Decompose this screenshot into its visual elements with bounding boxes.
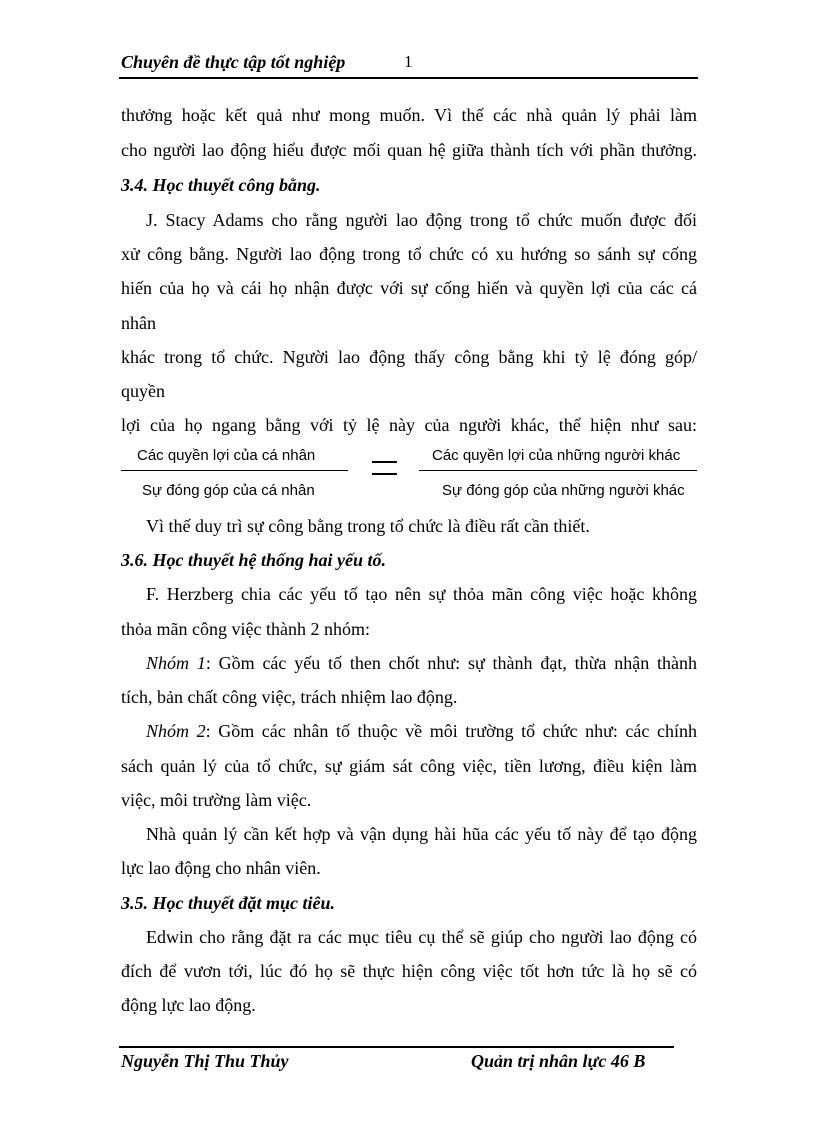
footer-author: Nguyễn Thị Thu Thủy xyxy=(121,1051,289,1071)
group-2-text: : Gồm các nhân tố thuộc về môi trường tổ chức như: các chính xyxy=(205,721,697,741)
header-title: Chuyên đề thực tập tốt nghiệp xyxy=(121,52,346,72)
paragraph-line: lợi của họ ngang bằng với tỷ lệ này của người khác, thể hiện như sau: xyxy=(121,415,697,435)
paragraph-line: hiến của họ và cái họ nhận được với sự cống hiến và quyền lợi của các cá xyxy=(121,278,697,298)
paragraph-line: lực lao động cho nhân viên. xyxy=(121,858,321,878)
formula-right-denominator: Sự đóng góp của những người khác xyxy=(442,482,685,499)
paragraph-line: động lực lao động. xyxy=(121,995,256,1015)
paragraph-line: thỏa mãn công việc thành 2 nhóm: xyxy=(121,619,370,639)
page-number: 1 xyxy=(404,52,413,71)
paragraph-line: nhân xyxy=(121,313,156,333)
equals-sign-bottom xyxy=(372,473,397,475)
paragraph-line: xử công bằng. Người lao động trong tổ chức có xu hướng so sánh sự cống xyxy=(121,244,697,264)
paragraph-line: J. Stacy Adams cho rằng người lao động trong tổ chức muốn được đối xyxy=(146,210,697,230)
paragraph-line: Vì thế duy trì sự công bằng trong tổ chức là điều rất cần thiết. xyxy=(146,516,590,536)
group-1-text: : Gồm các yếu tố then chốt như: sự thành đạt, thừa nhận thành xyxy=(205,653,697,673)
paragraph-line: tích, bản chất công việc, trách nhiệm lao động. xyxy=(121,687,458,707)
paragraph-line: F. Herzberg chia các yếu tố tạo nên sự thỏa mãn công việc hoặc không xyxy=(146,584,697,604)
formula-right-fraction-bar xyxy=(419,470,697,471)
paragraph-line: Nhà quản lý cần kết hợp và vận dụng hài hũa các yếu tố này để tạo động xyxy=(146,824,697,844)
paragraph-line: khác trong tổ chức. Người lao động thấy công bằng khi tỷ lệ đóng góp/ xyxy=(121,347,697,367)
paragraph-line: quyền xyxy=(121,381,165,401)
footer-rule xyxy=(119,1046,674,1048)
header-rule xyxy=(119,77,698,79)
equals-sign-top xyxy=(372,461,397,463)
section-heading-3-5: 3.5. Học thuyết đặt mục tiêu. xyxy=(121,893,335,913)
section-heading-3-4: 3.4. Học thuyết công bằng. xyxy=(121,175,321,195)
formula-left-numerator: Các quyền lợi của cá nhân xyxy=(137,447,316,464)
footer-class: Quản trị nhân lực 46 B xyxy=(471,1051,646,1071)
group-1-label: Nhóm 1 xyxy=(146,653,206,673)
paragraph-line: sách quản lý của tổ chức, sự giám sát công việc, tiền lương, điều kiện làm xyxy=(121,756,697,776)
group-2-label: Nhóm 2 xyxy=(146,721,206,741)
paragraph-line: cho người lao động hiểu được mối quan hệ giữa thành tích với phần thưởng. xyxy=(121,140,697,160)
paragraph-line: đích để vươn tới, lúc đó họ sẽ thực hiện công việc tốt hơn tức là họ sẽ có xyxy=(121,961,697,981)
paragraph-line xyxy=(146,652,697,674)
formula-right-numerator: Các quyền lợi của những người khác xyxy=(432,447,681,464)
section-heading-3-6: 3.6. Học thuyết hệ thống hai yếu tố. xyxy=(121,550,387,570)
paragraph-line xyxy=(146,720,697,742)
formula-left-fraction-bar xyxy=(121,470,348,471)
paragraph-line: việc, môi trường làm việc. xyxy=(121,790,312,810)
formula-left-denominator: Sự đóng góp của cá nhân xyxy=(142,482,315,499)
paragraph-line: thưởng hoặc kết quả như mong muốn. Vì thế các nhà quản lý phải làm xyxy=(121,105,697,125)
paragraph-line: Edwin cho rằng đặt ra các mục tiêu cụ thể sẽ giúp cho người lao động có xyxy=(146,927,697,947)
